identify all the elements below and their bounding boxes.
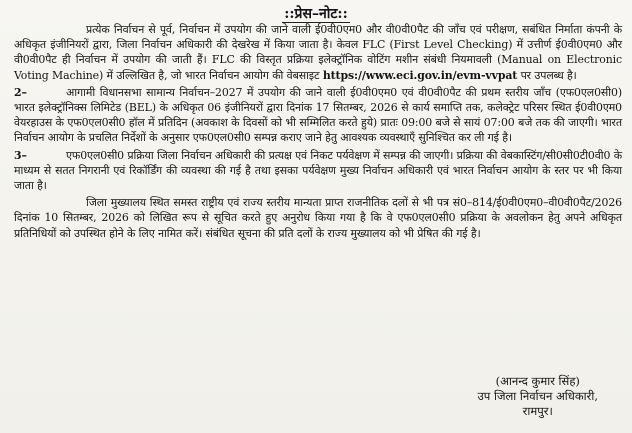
paragraph-3 <box>14 148 622 194</box>
paragraph-1-text-after: पर उपलब्ध है। <box>517 68 577 82</box>
paragraph-3-number: 3– <box>14 148 27 162</box>
paragraph-1-text: प्रत्येक निर्वाचन से पूर्व, निर्वाचन में उपयोग की जाने वाली ई0वी0एम0 और वी0वी0पैट की जाँच एवं परीक्षण, सबंधित निर्माता कंपनी के अधिकृत इंजीनियरों द्वारा, जिला निर्वाचन अधिकारी की देखरेख में किया जाता है। केवल FLC (First Level Checking) में उत्तीर्ण ई0वी0एम0 और वी0वी0पैट ही निर्वाचन में उपयोग की जाती हैं। FLC की विस्तृत प्रक्रिया इलेक्ट्रॉनिक वोटिंग मशीन संबंधी नियमावली (Manual on Electronic Voting Machine) में उल्लिखित है, जो भारत निर्वाचन आयोग की वेबसाइट <box>14 23 622 82</box>
signatory-place: रामपुर। <box>522 404 553 418</box>
paragraph-3-text: एफ0एल0सी0 प्रक्रिया जिला निर्वाचन अधिकारी की प्रत्यक्ष एवं निकट पर्यवेक्षण में सम्पन्न की जाएगी। प्रक्रिया की वेबकास्टिंग/सी0सी0टी0वी0 के माध्यम से सतत निगरानी एवं रिकॉर्डिंग की व्यवस्था की गई है तथा इसका पर्यवेक्षण मुख्य निर्वाचन अधिकारी एवं भारत निर्वाचन आयोग के स्तर पर भी किया जाता है। <box>14 148 622 193</box>
paragraph-1 <box>14 22 622 83</box>
website-link[interactable]: https://www.eci.gov.in/evm-vvpat <box>322 68 518 82</box>
paragraph-2-number: 2– <box>14 85 27 99</box>
document-title-text: ::प्रेस–नोट:: <box>284 6 348 22</box>
paragraph-2 <box>14 85 622 146</box>
paragraph-2-text: आगामी विधानसभा सामान्य निर्वाचन–2027 में उपयोग की जाने वाली ई0वी0एम0 एवं वी0वी0पैट की प्रथम स्तरीय जाँच (एफ0एल0सी0) भारत इलेक्ट्रॉनिक्स लिमिटेड (BEL) के अधिकृत 06 इंजीनियरों द्वारा दिनांक 17 सितम्बर, 2026 से कार्य समाप्ति तक, कलेक्ट्रेट परिसर स्थित ई0वी0एम0 वेयरहाउस के एफ0एल0सी0 हॉल में प्रतिदिन (अवकाश के दिवसों को भी सम्मिलित करते हुये) प्रातः 09:00 बजे से सायं 07:00 बजे तक की जाएगी। भारत निर्वाचन आयोग के प्रचलित निर्देशों के अनुसार एफ0एल0सी0 सम्पन्न कराए जाने हेतु आवश्यक व्यवस्थाएँ सुनिश्चित कर ली गई है। <box>14 85 622 145</box>
signatory-name: (आनन्द कुमार सिंह) <box>495 374 580 388</box>
document-body <box>14 22 622 241</box>
paragraph-4 <box>14 195 622 241</box>
signature-block <box>478 374 599 419</box>
signatory-designation: उप जिला निर्वाचन अधिकारी, <box>477 389 598 403</box>
document-title <box>0 4 632 23</box>
paragraph-4-text: जिला मुख्यालय स्थित समस्त राष्ट्रीय एवं राज्य स्तरीय मान्यता प्राप्त राजनीतिक दलों से भी पत्र सं0–814/ई0वी0एम0–वी0वी0पैट/2026 दिनांक 10 सितम्बर, 2026 को लिखित रूप से सूचित करते हुए अनुरोध किया गया है कि वे एफ0एल0सी0 प्रक्रिया के अवलोकन हेतु अपने अधिकृत प्रतिनिधियों को उपस्थित होने के लिए नामित करें। संबंधित सूचना की प्रति दलों के राज्य मुख्यालय को भी प्रेषित की गई है। <box>14 196 622 240</box>
